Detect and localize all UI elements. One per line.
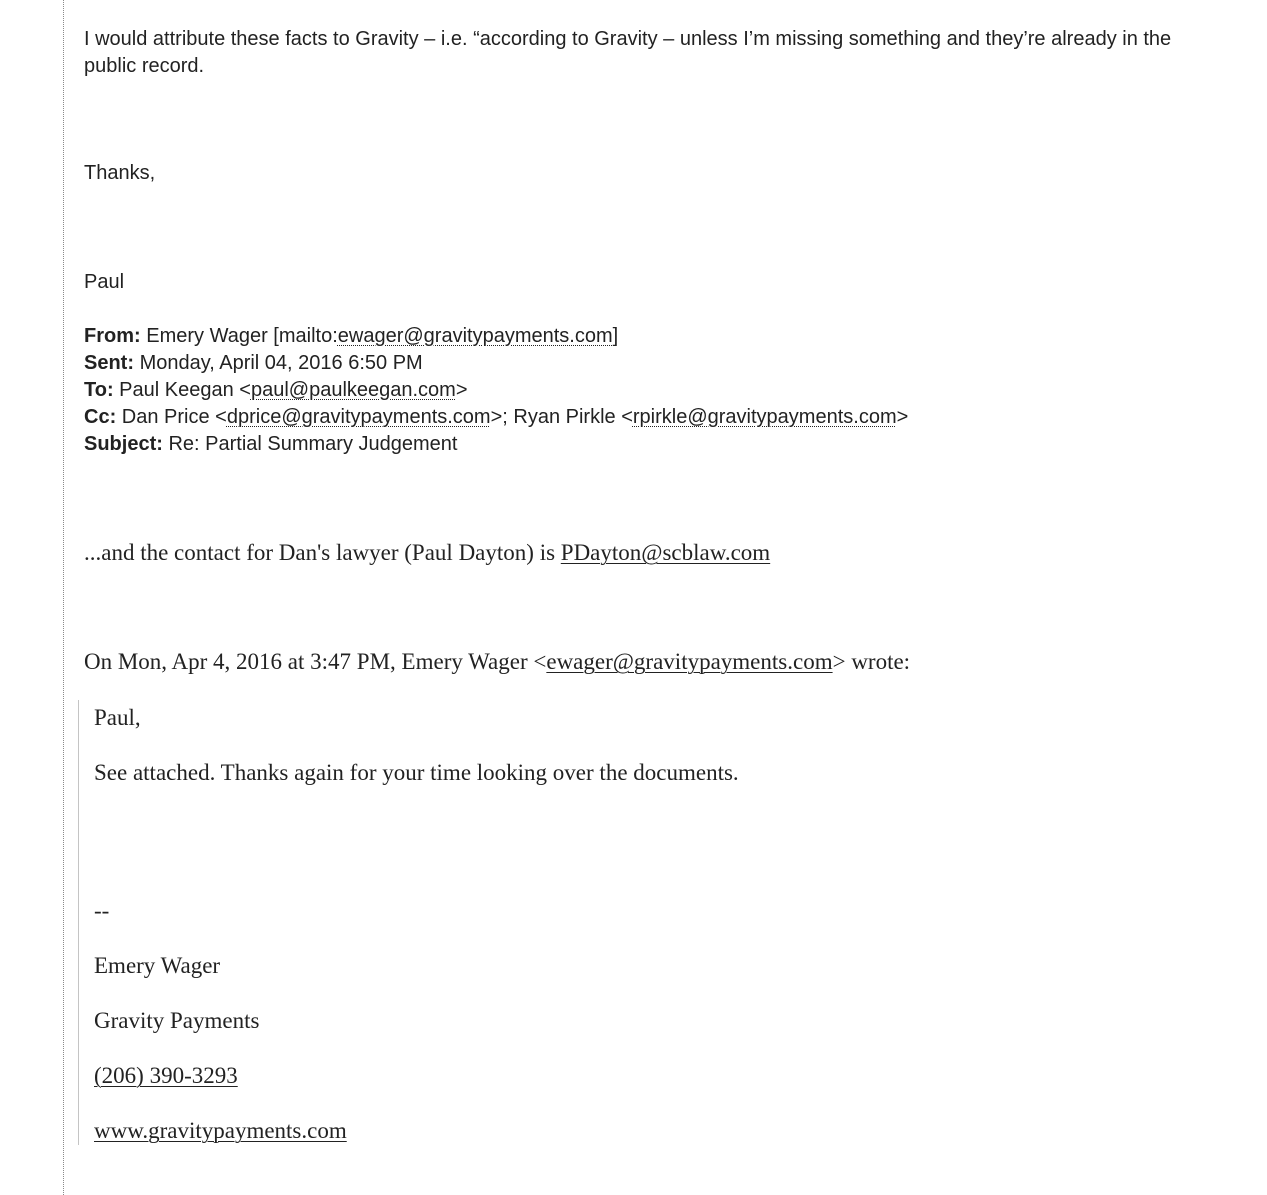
subject-line	[84, 433, 457, 456]
sent-label: Sent:	[84, 352, 134, 374]
to-name: Paul Keegan <	[119, 379, 251, 401]
from-line	[84, 325, 618, 348]
quote-intro-before: On Mon, Apr 4, 2016 at 3:47 PM, Emery Wager <	[84, 649, 547, 674]
quote-bar	[78, 700, 79, 1145]
website-line	[94, 1118, 347, 1144]
from-label: From:	[84, 325, 141, 347]
quoted-sig-company: Gravity Payments	[94, 1008, 260, 1033]
page-margin-line	[63, 0, 64, 1195]
from-text: Emery Wager [mailto:	[146, 325, 338, 347]
sent-line	[84, 352, 423, 375]
cc-email-link-1[interactable]: dprice@gravitypayments.com	[226, 406, 491, 428]
quoted-salutation: Paul,	[94, 705, 141, 730]
sent-value: Monday, April 04, 2016 6:50 PM	[139, 352, 423, 374]
website-link[interactable]: www.gravitypayments.com	[94, 1118, 347, 1143]
lawyer-email-link[interactable]: PDayton@scblaw.com	[560, 540, 771, 565]
to-end: >	[455, 379, 468, 401]
cc-end: >	[896, 406, 909, 428]
signature-separator: --	[94, 898, 110, 923]
cc-label: Cc:	[84, 406, 117, 428]
cc-name-1: Dan Price <	[121, 406, 227, 428]
quote-intro	[84, 649, 910, 675]
quoted-body: See attached. Thanks again for your time looking over the documents.	[94, 760, 739, 785]
signature: Paul	[84, 271, 125, 293]
cc-email-link-2[interactable]: rpirkle@gravitypayments.com	[632, 406, 897, 428]
subject-label: Subject:	[84, 433, 163, 455]
reply-body: ...and the contact for Dan's lawyer (Paul Dayton) is	[84, 540, 561, 565]
cc-line	[84, 406, 908, 429]
quoted-sig-name: Emery Wager	[94, 953, 221, 978]
reply-text	[84, 540, 770, 566]
from-end: ]	[612, 325, 619, 347]
closing: Thanks,	[84, 162, 156, 184]
quote-intro-email-link[interactable]: ewager@gravitypayments.com	[546, 649, 833, 674]
quote-intro-after: > wrote:	[832, 649, 911, 674]
from-email-link[interactable]: ewager@gravitypayments.com	[337, 325, 613, 347]
subject-value: Re: Partial Summary Judgement	[168, 433, 458, 455]
to-label: To:	[84, 379, 114, 401]
to-line	[84, 379, 468, 402]
cc-separator: >; Ryan Pirkle <	[490, 406, 633, 428]
phone-number-link[interactable]: (206) 390-3293	[94, 1063, 238, 1088]
body-paragraph: I would attribute these facts to Gravity – i.e. “according to Gravity – unless I’m missing something and they’re already in the public record.	[84, 28, 1172, 77]
phone-link	[94, 1063, 238, 1089]
to-email-link[interactable]: paul@paulkeegan.com	[250, 379, 456, 401]
